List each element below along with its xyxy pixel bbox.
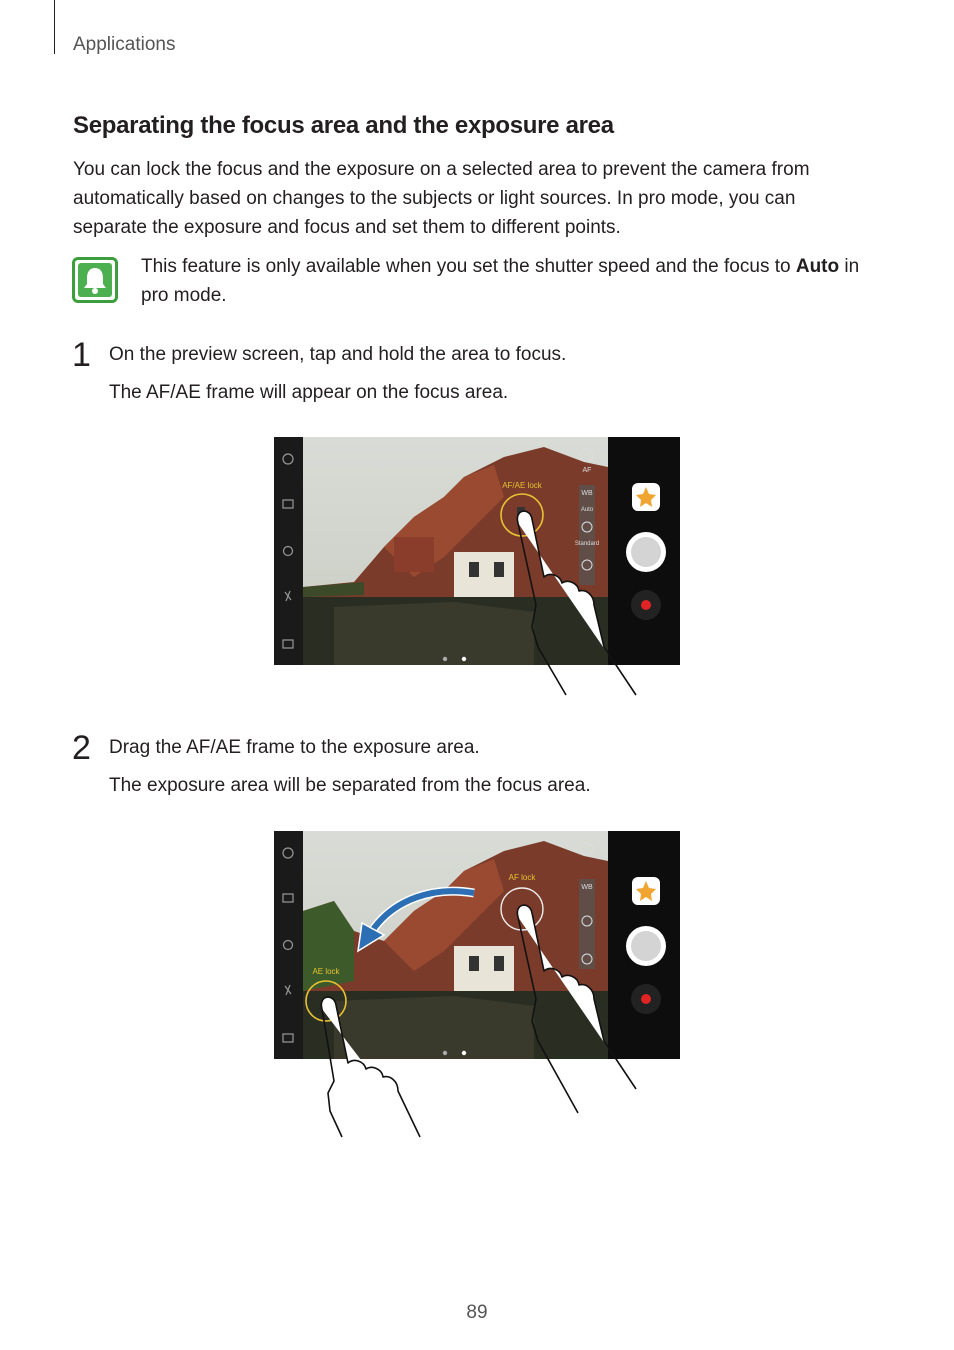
page-title: Separating the focus area and the exposure area	[73, 112, 614, 139]
header-rule	[54, 0, 55, 54]
mode-label-af: AF	[582, 467, 592, 474]
mode-label-wb: WB	[581, 490, 593, 497]
camera-screenshot-1	[274, 437, 680, 665]
mode-label-standard: Standard	[574, 541, 600, 547]
section-label: Applications	[73, 34, 176, 55]
af-lock-label: AF lock	[508, 873, 536, 882]
mode-label-auto: Auto	[580, 507, 594, 513]
step-number-2: 2	[72, 729, 91, 767]
intro-paragraph: You can lock the focus and the exposure on a selected area to prevent the camera from automatically based on changes to the subjects or light sources. In pro mode, you can separate the exposure and focus and set them to different points.	[73, 159, 810, 238]
bell-icon	[72, 257, 118, 303]
step-sub-1: The AF/AE frame will appear on the focus area.	[109, 382, 509, 403]
step-number-1: 1	[72, 336, 91, 374]
camera-screenshot-2	[274, 831, 680, 1059]
step-text-1: On the preview screen, tap and hold the area to focus.	[109, 344, 567, 365]
step-text-2: Drag the AF/AE frame to the exposure area.	[109, 737, 480, 758]
page-number: 89	[466, 1302, 488, 1323]
ae-lock-label: AE lock	[312, 967, 340, 976]
af-ae-lock-label: AF/AE lock	[502, 481, 542, 490]
note-text: This feature is only available when you set the shutter speed and the focus to Auto in pro mode.	[141, 256, 860, 306]
step-sub-2: The exposure area will be separated from the focus area.	[109, 775, 591, 796]
note-bold-value: Auto	[795, 256, 840, 277]
mode-label-wb-2: WB	[581, 884, 593, 891]
